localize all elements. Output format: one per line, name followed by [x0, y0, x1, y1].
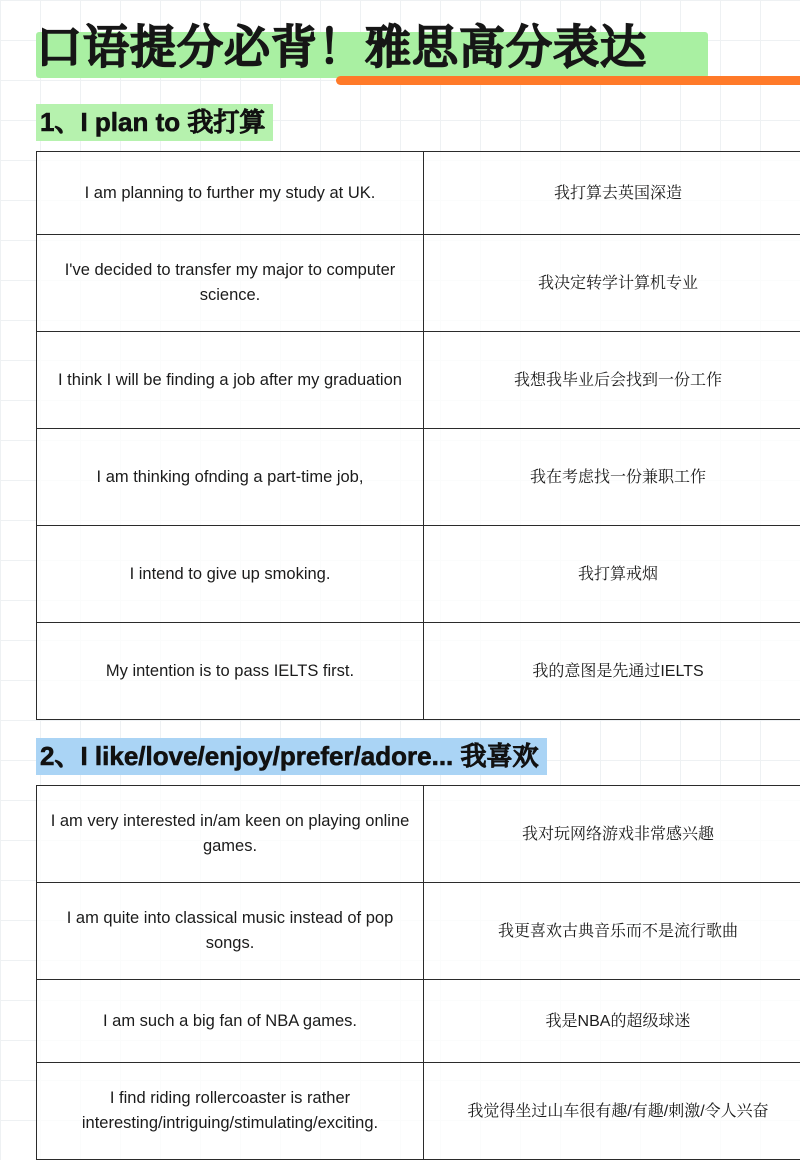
section-2-heading: 2、I like/love/enjoy/prefer/adore... 我喜欢: [36, 738, 547, 775]
table-row: [37, 1063, 800, 1160]
phrase-en: I am such a big fan of NBA games.: [37, 980, 424, 1063]
table-row: [37, 980, 800, 1063]
section-1: [36, 86, 764, 720]
section-2: [36, 720, 764, 1160]
phrase-zh: 我打算戒烟: [424, 526, 800, 623]
phrase-zh: 我更喜欢古典音乐而不是流行歌曲: [424, 883, 800, 980]
phrase-en: I am very interested in/am keen on playing online games.: [37, 786, 424, 883]
table-row: [37, 526, 800, 623]
table-row: [37, 332, 800, 429]
phrase-zh: 我决定转学计算机专业: [424, 235, 800, 332]
phrase-en: I am planning to further my study at UK.: [37, 152, 424, 235]
phrase-zh: 我打算去英国深造: [424, 152, 800, 235]
phrase-en: I find riding rollercoaster is rather interesting/intriguing/stimulating/exciting.: [37, 1063, 424, 1160]
phrase-zh: 我对玩网络游戏非常感兴趣: [424, 786, 800, 883]
phrase-en: I am quite into classical music instead of pop songs.: [37, 883, 424, 980]
table-row: [37, 623, 800, 720]
table-row: [37, 152, 800, 235]
poster-title-block: [36, 14, 764, 86]
page-title: 口语提分必背！雅思高分表达: [36, 14, 764, 80]
table-row: [37, 786, 800, 883]
phrase-zh: 我是NBA的超级球迷: [424, 980, 800, 1063]
phrase-en: I intend to give up smoking.: [37, 526, 424, 623]
phrase-zh: 我在考虑找一份兼职工作: [424, 429, 800, 526]
phrase-en: I've decided to transfer my major to computer science.: [37, 235, 424, 332]
table-row: [37, 429, 800, 526]
poster-page: [0, 14, 800, 1081]
table-row: [37, 883, 800, 980]
section-1-heading: 1、I plan to 我打算: [36, 104, 273, 141]
phrase-en: My intention is to pass IELTS first.: [37, 623, 424, 720]
phrase-zh: 我觉得坐过山车很有趣/有趣/刺激/令人兴奋: [424, 1063, 800, 1160]
phrase-table-2: [36, 785, 800, 1160]
phrase-en: I think I will be finding a job after my graduation: [37, 332, 424, 429]
table-row: [37, 235, 800, 332]
phrase-table-1: [36, 151, 800, 720]
phrase-en: I am thinking ofnding a part-time job,: [37, 429, 424, 526]
phrase-zh: 我的意图是先通过IELTS: [424, 623, 800, 720]
phrase-zh: 我想我毕业后会找到一份工作: [424, 332, 800, 429]
